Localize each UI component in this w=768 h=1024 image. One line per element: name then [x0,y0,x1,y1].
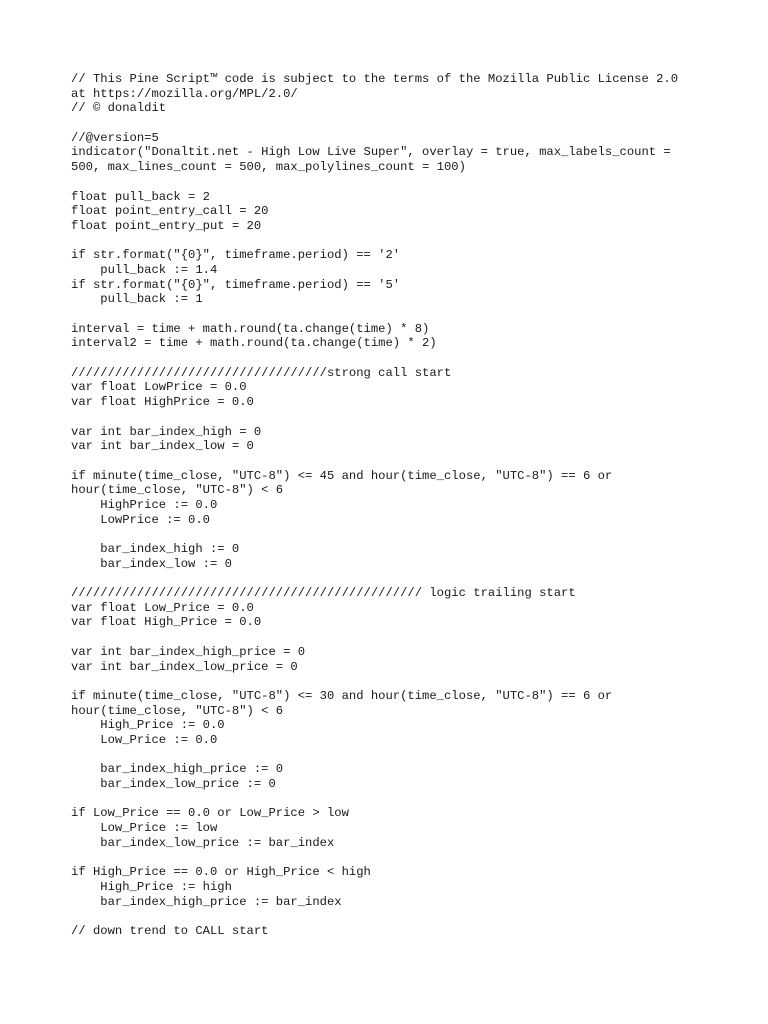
code-line: var float High_Price = 0.0 [71,615,262,630]
code-line: // down trend to CALL start [71,923,269,938]
code-line: ///////////////////////////////////strong call start [71,365,452,380]
code-line: var int bar_index_low_price = 0 [71,659,298,674]
code-line: float point_entry_put = 20 [71,218,262,233]
code-line: if Low_Price == 0.0 or Low_Price > low [71,806,349,821]
code-line: hour(time_close, "UTC-8") < 6 [71,483,284,498]
code-line: var float HighPrice = 0.0 [71,395,254,410]
blank-line [71,410,751,425]
code-line: if minute(time_close, "UTC-8") <= 30 and hour(time_close, "UTC-8") == 6 or [71,688,613,703]
code-line: pull_back := 1.4 [71,262,218,277]
code-line: var float LowPrice = 0.0 [71,380,247,395]
blank-line [71,234,751,249]
code-line: bar_index_high := 0 [71,542,240,556]
blank-line [71,175,751,190]
code-line: bar_index_low_price := 0 [71,777,276,791]
blank-line [71,850,751,865]
code-line: interval2 = time + math.round(ta.change(time) * 2) [71,336,437,351]
blank-line [71,351,751,366]
code-line: //////////////////////////////////////////////// logic trailing start [71,586,576,601]
code-line: interval = time + math.round(ta.change(time) * 8) [71,321,430,336]
blank-line [71,674,751,689]
code-line: bar_index_high_price := bar_index [71,894,342,909]
code-line: High_Price := 0.0 [71,718,225,733]
blank-line [71,909,751,924]
code-line: indicator("Donaltit.net - High Low Live Super", overlay = true, max_labels_count = [71,145,671,160]
blank-line [71,116,751,131]
code-line: float point_entry_call = 20 [71,204,269,219]
blank-line [71,748,751,763]
blank-line [71,307,751,322]
code-line: //@version=5 [71,130,159,145]
code-line: bar_index_low := 0 [71,556,232,571]
code-line: // © donaldit [71,101,167,116]
code-line: var int bar_index_low = 0 [71,439,254,454]
code-line: pull_back := 1 [71,292,203,307]
blank-line [71,630,751,645]
code-line: bar_index_low_price := bar_index [71,835,335,850]
blank-line [71,792,751,807]
code-line: var int bar_index_high_price = 0 [71,644,306,659]
blank-line [71,571,751,586]
code-line: HighPrice := 0.0 [71,497,218,512]
code-line: if str.format("{0}", timeframe.period) == '5' [71,277,401,292]
code-line: LowPrice := 0.0 [71,512,210,527]
code-line: High_Price := high [71,879,232,894]
code-line: // This Pine Script™ code is subject to the terms of the Mozilla Public License 2.0 [71,72,679,86]
code-line: if str.format("{0}", timeframe.period) == '2' [71,248,401,263]
blank-line [71,454,751,469]
code-line: Low_Price := low [71,821,218,836]
blank-line [71,527,751,542]
code-listing [71,72,751,939]
code-line: 500, max_lines_count = 500, max_polylines_count = 100) [71,160,466,175]
code-line: bar_index_high_price := 0 [71,762,284,777]
code-line: at https://mozilla.org/MPL/2.0/ [71,86,298,101]
code-line: Low_Price := 0.0 [71,732,218,747]
code-line: if minute(time_close, "UTC-8") <= 45 and hour(time_close, "UTC-8") == 6 or [71,468,613,483]
code-line: float pull_back = 2 [71,189,210,204]
code-line: var int bar_index_high = 0 [71,424,262,439]
code-line: hour(time_close, "UTC-8") < 6 [71,703,284,718]
code-line: var float Low_Price = 0.0 [71,600,254,615]
code-line: if High_Price == 0.0 or High_Price < high [71,865,371,880]
